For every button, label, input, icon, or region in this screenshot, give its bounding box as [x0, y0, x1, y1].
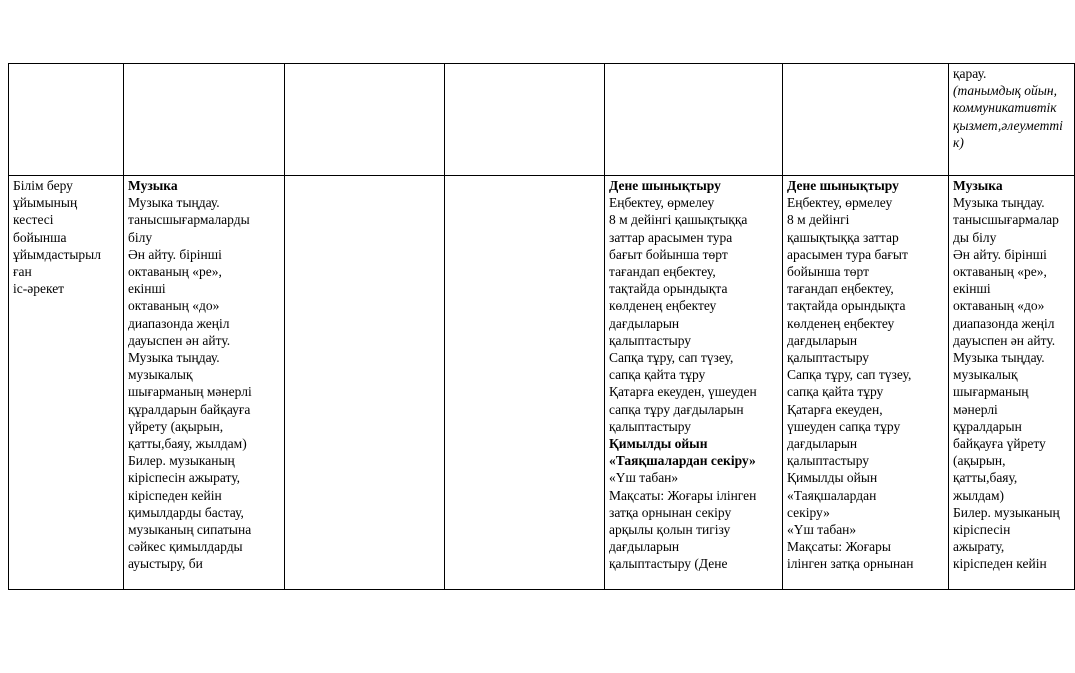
cell-text-line: октаваның «до» — [953, 298, 1045, 314]
cell-text-line: үйрету (ақырын, — [128, 418, 224, 434]
cell-text-line: тағандап еңбектеу, — [787, 281, 894, 297]
row-label-cell — [9, 176, 124, 590]
cell-text-line: Музыка — [128, 178, 178, 193]
cell-text-line: қалыптастыру — [609, 332, 692, 348]
cell-text-line: октаваның «ре», — [128, 264, 222, 280]
cell-text-line: музыкалық — [953, 367, 1018, 383]
cell-r1-c5 — [605, 64, 783, 176]
cell-text-line: қашықтыққа заттар — [787, 229, 899, 245]
cell-text-line: ауыстыру, би — [128, 556, 203, 572]
cell-text-line: затқа орнынан секіру — [609, 504, 732, 520]
cell-r1-c4 — [445, 64, 605, 176]
cell-text-line: (ақырын, — [953, 453, 1006, 469]
cell-text-line: мәнерлі — [953, 401, 998, 417]
cell-text-line: Сапқа тұру, сап түзеу, — [609, 350, 734, 366]
table-row — [9, 64, 1075, 176]
cell-text-line: Қимылды ойын — [787, 470, 878, 486]
cell-text-line: қатты,баяу, жылдам) — [128, 436, 247, 452]
cell-text-line: заттар арасымен тура — [609, 229, 733, 245]
cell-text-line: ажырату, — [953, 539, 1005, 555]
cell-text-line: құралдарын байқауға — [128, 401, 251, 417]
cell-text-line: к) — [953, 134, 964, 150]
cell-text-line: сапқа тұру дағдыларын — [609, 401, 744, 417]
cell-text-line: диапазонда жеңіл — [128, 315, 230, 331]
cell-text-line: «Таяқшалардан секіру» — [609, 453, 756, 469]
cell-text-line: ұйымдастырыл — [13, 246, 101, 262]
cell-text-line: музыканың сипатына — [128, 522, 252, 538]
cell-r2-c4 — [445, 176, 605, 590]
cell-text-line: Мақсаты: Жоғары — [787, 539, 891, 555]
schedule-table — [8, 63, 1075, 590]
cell-text-line: қалыптастыру — [787, 350, 870, 366]
cell-text-line: қимылдарды бастау, — [128, 504, 244, 520]
cell-text-line: ілінген затқа орнынан — [787, 556, 914, 572]
cell-r1-c3 — [285, 64, 445, 176]
cell-text-line: «Үш табан» — [787, 522, 857, 538]
cell-text-line: дағдыларын — [787, 436, 858, 452]
cell-text-line: «Үш табан» — [609, 470, 679, 486]
cell-text-line: кіріспесін ажырату, — [128, 470, 240, 486]
cell-text-line: көлденең еңбектеу — [787, 315, 895, 331]
cell-text-line: Билер. музыканың — [953, 504, 1060, 520]
cell-text-line: Музыка тыңдау. — [953, 350, 1045, 366]
cell-r2-c3 — [285, 176, 445, 590]
cell-text-line: Сапқа тұру, сап түзеу, — [787, 367, 912, 383]
cell-text-line: танысшығармаларды — [128, 212, 250, 228]
cell-text-line: Билер. музыканың — [128, 453, 235, 469]
cell-text-line: 8 м дейінгі — [787, 212, 850, 228]
cell-text-line: Ән айту. бірінші — [128, 246, 222, 262]
cell-text-line: шығарманың — [953, 384, 1029, 400]
cell-text-line: Музыка тыңдау. — [953, 195, 1045, 211]
cell-text-line: бойынша төрт — [787, 264, 870, 280]
cell-r2-c7 — [949, 176, 1075, 590]
cell-r1-c2 — [124, 64, 285, 176]
cell-text-line: секіру» — [787, 504, 830, 520]
cell-text-line: ды білу — [953, 229, 997, 245]
cell-text-line: жылдам) — [953, 487, 1005, 503]
cell-text-line: 8 м дейінгі қашықтыққа — [609, 212, 748, 228]
cell-r1-c6 — [783, 64, 949, 176]
cell-text-line: кестесі — [13, 212, 54, 228]
cell-text-line: сапқа қайта тұру — [787, 384, 884, 400]
cell-text-line: кіріспеден кейін — [953, 556, 1047, 572]
cell-text-line: құралдарын — [953, 418, 1022, 434]
cell-text-line: танысшығармалар — [953, 212, 1059, 228]
cell-text-line: дауыспен ән айту. — [953, 332, 1056, 348]
cell-text-line: тақтайда орындықта — [609, 281, 728, 297]
cell-text-line: қызмет,әлеуметті — [953, 117, 1063, 133]
cell-text-line: қарау. — [953, 66, 987, 81]
cell-text-line: Музыка тыңдау. — [128, 350, 220, 366]
cell-text-line: музыкалық — [128, 367, 193, 383]
cell-text-line: Білім беру — [13, 178, 73, 193]
cell-text-line: дағдыларын — [787, 332, 858, 348]
cell-r1-c1 — [9, 64, 124, 176]
cell-text-line: ған — [13, 264, 32, 280]
cell-text-line: диапазонда жеңіл — [953, 315, 1055, 331]
cell-text-line: үшеуден сапқа тұру — [787, 418, 901, 434]
cell-text-line: қалыптастыру — [787, 453, 870, 469]
cell-text-line: сапқа қайта тұру — [609, 367, 706, 383]
cell-text-line: білу — [128, 229, 153, 245]
cell-text-line: тағандап еңбектеу, — [609, 264, 716, 280]
cell-text-line: бағыт бойынша төрт — [609, 246, 728, 262]
cell-text-line: шығарманың мәнерлі — [128, 384, 252, 400]
cell-text-line: «Таяқшалардан — [787, 487, 877, 503]
cell-text-line: екінші — [128, 281, 166, 297]
cell-text-line: (танымдық ойын, — [953, 83, 1057, 99]
cell-text-line: арасымен тура бағыт — [787, 246, 908, 262]
cell-text-line: Дене шынықтыру — [609, 178, 721, 193]
cell-text-line: екінші — [953, 281, 991, 297]
cell-text-line: октаваның «ре», — [953, 264, 1047, 280]
cell-text-line: қатты,баяу, — [953, 470, 1018, 486]
cell-text-line: октаваның «до» — [128, 298, 220, 314]
table-row — [9, 176, 1075, 590]
cell-r2-c5 — [605, 176, 783, 590]
cell-text-line: коммуникативтік — [953, 100, 1057, 116]
cell-text-line: кіріспесін — [953, 522, 1011, 538]
cell-text-line: Қатарға екеуден, — [787, 401, 883, 417]
cell-text-line: Дене шынықтыру — [787, 178, 899, 193]
cell-text-line: тақтайда орындықта — [787, 298, 906, 314]
cell-text-line: Мақсаты: Жоғары ілінген — [609, 487, 757, 503]
cell-text-line: бойынша — [13, 229, 67, 245]
cell-text-line: қалыптастыру (Дене — [609, 556, 728, 572]
cell-text-line: көлденең еңбектеу — [609, 298, 717, 314]
cell-text-line: кіріспеден кейін — [128, 487, 222, 503]
cell-r1-c7 — [949, 64, 1075, 176]
cell-text-line: ұйымының — [13, 195, 78, 211]
cell-text-line: Музыка — [953, 178, 1003, 193]
cell-r2-c6 — [783, 176, 949, 590]
cell-r2-c2 — [124, 176, 285, 590]
cell-text-line: іс-әрекет — [13, 281, 65, 297]
cell-text-line: Қатарға екеуден, үшеуден — [609, 384, 757, 400]
cell-text-line: арқылы қолын тигізу — [609, 522, 731, 538]
cell-text-line: Музыка тыңдау. — [128, 195, 220, 211]
cell-text-line: Қимылды ойын — [609, 436, 708, 452]
cell-text-line: Еңбектеу, өрмелеу — [787, 195, 893, 211]
cell-text-line: дауыспен ән айту. — [128, 332, 231, 348]
cell-text-line: сәйкес қимылдарды — [128, 539, 243, 555]
cell-text-line: қалыптастыру — [609, 418, 692, 434]
cell-text-line: Ән айту. бірінші — [953, 246, 1047, 262]
cell-text-line: дағдыларын — [609, 539, 680, 555]
cell-text-line: дағдыларын — [609, 315, 680, 331]
cell-text-line: байқауға үйрету — [953, 436, 1046, 452]
cell-text-line: Еңбектеу, өрмелеу — [609, 195, 715, 211]
